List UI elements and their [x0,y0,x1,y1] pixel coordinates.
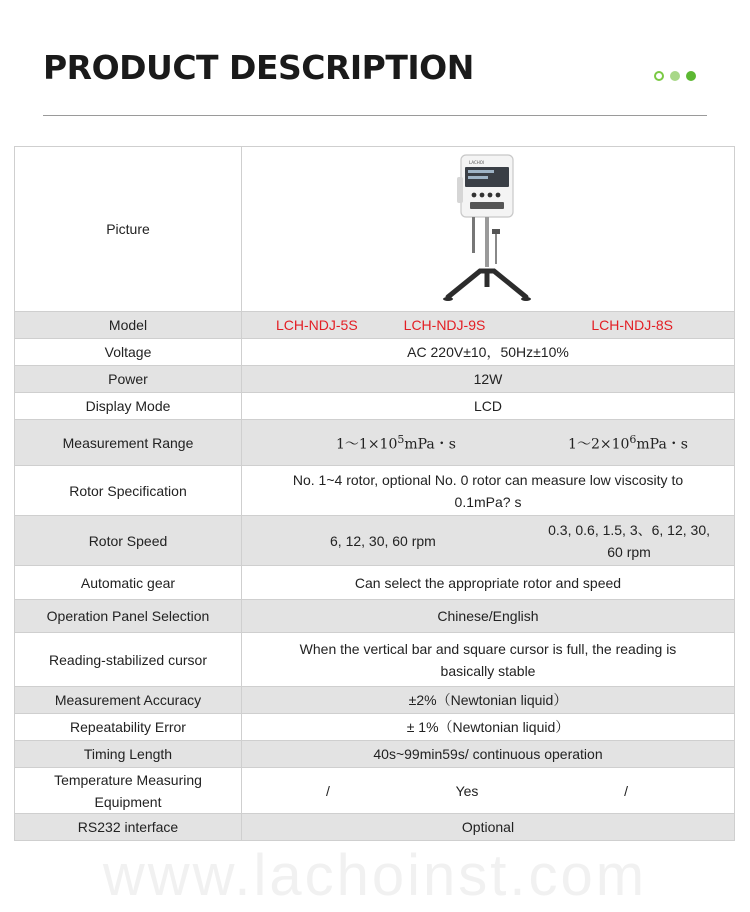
spec-table [14,146,735,841]
page-title: PRODUCT DESCRIPTION [43,48,474,87]
value-repeatability: ± 1%（Newtonian liquid） [242,714,735,741]
speed-8s: 0.3, 0.6, 1.5, 3、6, 12, 30, 60 rpm [548,521,710,560]
row-rotor-spec [15,466,735,516]
model-9s: LCH-NDJ-9S [403,317,486,333]
svg-text:LACHOI: LACHOI [469,160,485,165]
label-reading-cursor: Reading-stabilized cursor [15,633,242,687]
row-model [15,312,735,339]
row-rotor-speed [15,516,735,566]
label-measurement-range: Measurement Range [15,420,242,466]
value-voltage: AC 220V±10，50Hz±10% [242,339,735,366]
label-rotor-speed: Rotor Speed [15,516,242,566]
temperature-8s: / [624,782,628,799]
label-model: Model [15,312,242,339]
value-accuracy: ±2%（Newtonian liquid） [242,687,735,714]
decorative-dots [654,71,696,81]
value-rotor-spec: No. 1~4 rotor, optional No. 0 rotor can measure low viscosity to 0.1mPa? s [242,466,735,516]
label-temperature: Temperature Measuring Equipment [15,768,242,814]
watermark: www.lachoinst.com [102,843,648,908]
value-reading-cursor: When the vertical bar and square cursor is full, the reading is basically stable [242,633,735,687]
label-rotor-spec: Rotor Specification [15,466,242,516]
viscometer-image [428,147,548,305]
row-reading-cursor [15,633,735,687]
label-voltage: Voltage [15,339,242,366]
temperature-9s: Yes [455,782,479,799]
row-display-mode [15,393,735,420]
row-accuracy [15,687,735,714]
label-display-mode: Display Mode [15,393,242,420]
value-temperature [242,768,735,814]
row-voltage [15,339,735,366]
row-power [15,366,735,393]
value-rotor-speed [242,516,735,566]
label-automatic-gear: Automatic gear [15,566,242,600]
label-accuracy: Measurement Accuracy [15,687,242,714]
label-operation-panel: Operation Panel Selection [15,600,242,633]
row-timing [15,741,735,768]
value-timing: 40s~99min59s/ continuous operation [242,741,735,768]
value-model [242,312,735,339]
model-8s: LCH-NDJ-8S [591,317,673,333]
label-picture: Picture [15,147,242,312]
label-rs232: RS232 interface [15,814,242,841]
temperature-5s: / [326,782,330,799]
value-power: 12W [242,366,735,393]
range-5s-9s: $1\sim 1\times 10^5mPa$・s [336,433,456,453]
model-5s: LCH-NDJ-5S [276,317,358,333]
row-temperature [15,768,735,814]
label-power: Power [15,366,242,393]
row-operation-panel [15,600,735,633]
row-repeatability [15,714,735,741]
value-display-mode: LCD [242,393,735,420]
dot-outline-icon [654,71,664,81]
value-automatic-gear: Can select the appropriate rotor and speed [242,566,735,600]
row-picture [15,147,735,312]
speed-5s-9s: 6, 12, 30, 60 rpm [330,532,436,549]
dot-solid-icon [686,71,696,81]
dot-light-icon [670,71,680,81]
value-rs232: Optional [242,814,735,841]
label-timing: Timing Length [15,741,242,768]
row-automatic-gear [15,566,735,600]
row-rs232 [15,814,735,841]
product-image-cell [242,147,735,312]
value-operation-panel: Chinese/English [242,600,735,633]
range-8s: $1\sim 2\times 10^6mPa$・s [568,433,688,453]
row-measurement-range [15,420,735,466]
value-measurement-range [242,420,735,466]
title-divider [43,115,707,116]
label-repeatability: Repeatability Error [15,714,242,741]
